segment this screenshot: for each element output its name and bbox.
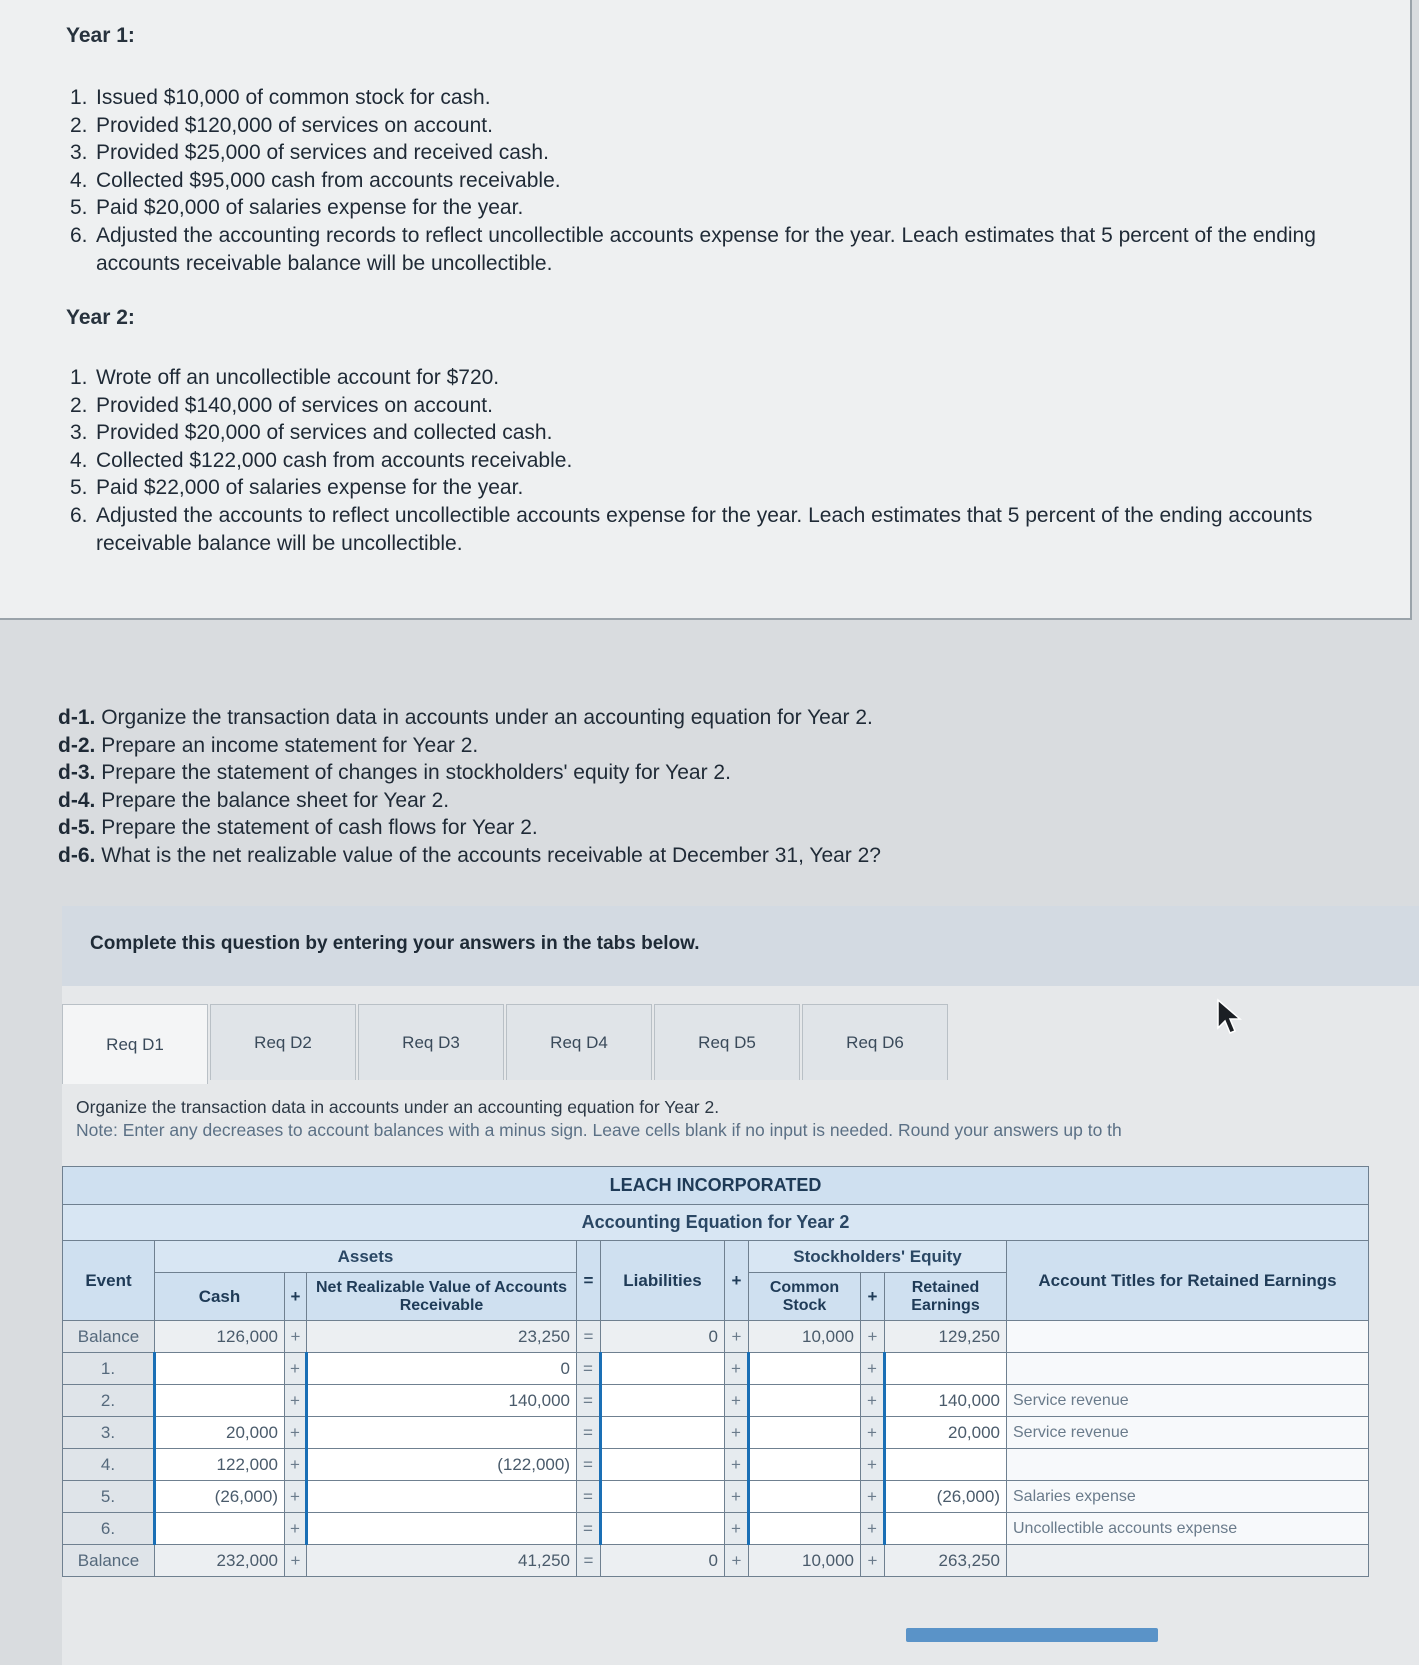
item-number: 5. — [70, 196, 88, 220]
horizontal-scrollbar[interactable] — [906, 1628, 1158, 1642]
retained-earnings-input[interactable] — [885, 1353, 1007, 1385]
item-text: Provided $25,000 of services and received cash. — [96, 141, 549, 165]
year1-heading: Year 1: — [66, 24, 135, 47]
equals-sign: = — [577, 1321, 601, 1353]
equals-sign: = — [577, 1481, 601, 1513]
account-title-select[interactable]: Service revenue — [1007, 1385, 1369, 1417]
equals-sign: = — [577, 1241, 601, 1321]
nrv-input[interactable]: 140,000 — [307, 1385, 577, 1417]
year2-item — [70, 392, 1350, 420]
common-stock-input[interactable] — [749, 1417, 861, 1449]
plus-sign: + — [861, 1273, 885, 1321]
tab-req-d1[interactable]: Req D1 — [62, 1004, 208, 1084]
account-title-select[interactable] — [1007, 1353, 1369, 1385]
cash-input[interactable]: (26,000) — [155, 1481, 285, 1513]
common-stock-input[interactable] — [749, 1353, 861, 1385]
requirement-item — [58, 759, 881, 787]
liabilities-cell: 0 — [601, 1321, 725, 1353]
year1-item — [70, 167, 1350, 195]
requirement-id: d-2. — [58, 733, 96, 757]
retained-earnings-input[interactable] — [885, 1449, 1007, 1481]
requirement-id: d-5. — [58, 816, 96, 840]
requirement-text: Prepare the statement of cash flows for Year 2. — [101, 816, 538, 840]
requirement-item — [58, 732, 881, 760]
event-cell: 6. — [63, 1513, 155, 1545]
nrv-input[interactable] — [307, 1417, 577, 1449]
table-row — [63, 1513, 1369, 1545]
item-text: Paid $22,000 of salaries expense for the year. — [96, 476, 524, 500]
plus-sign: + — [725, 1449, 749, 1481]
liabilities-header: Liabilities — [601, 1241, 725, 1321]
titles-header: Account Titles for Retained Earnings — [1007, 1241, 1369, 1321]
plus-sign: + — [285, 1449, 307, 1481]
liabilities-input[interactable] — [601, 1353, 725, 1385]
requirements-list — [58, 704, 881, 870]
liabilities-input[interactable] — [601, 1513, 725, 1545]
cash-input[interactable] — [155, 1513, 285, 1545]
item-number: 3. — [70, 141, 88, 165]
item-number: 6. — [70, 503, 88, 527]
item-number: 2. — [70, 393, 88, 417]
requirement-id: d-6. — [58, 843, 96, 867]
plus-sign: + — [725, 1321, 749, 1353]
requirement-text: Organize the transaction data in accounts under an accounting equation for Year 2. — [101, 706, 873, 729]
year2-item — [70, 447, 1350, 475]
requirement-id: d-4. — [58, 788, 96, 812]
common-stock-input[interactable] — [749, 1513, 861, 1545]
plus-sign: + — [861, 1449, 885, 1481]
event-cell: Balance — [63, 1321, 155, 1353]
cash-input[interactable]: 122,000 — [155, 1449, 285, 1481]
event-cell: Balance — [63, 1545, 155, 1577]
account-title-select[interactable]: Service revenue — [1007, 1417, 1369, 1449]
liabilities-cell: 0 — [601, 1545, 725, 1577]
problem-box — [0, 0, 1412, 620]
plus-sign: + — [285, 1353, 307, 1385]
item-number: 2. — [70, 113, 88, 137]
retained-earnings-input[interactable]: (26,000) — [885, 1481, 1007, 1513]
item-text: Provided $120,000 of services on account. — [96, 113, 493, 137]
account-title-cell — [1007, 1545, 1369, 1577]
item-number: 5. — [70, 476, 88, 500]
event-cell: 1. — [63, 1353, 155, 1385]
retained-earnings-header: Retained Earnings — [885, 1273, 1007, 1321]
tab-req-d4[interactable]: Req D4 — [506, 1004, 652, 1080]
plus-sign: + — [861, 1385, 885, 1417]
year2-item — [70, 474, 1350, 502]
liabilities-input[interactable] — [601, 1449, 725, 1481]
requirement-text: Prepare the statement of changes in stockholders' equity for Year 2. — [101, 761, 731, 785]
plus-sign: + — [725, 1385, 749, 1417]
requirement-item — [58, 842, 881, 870]
item-number: 1. — [70, 366, 88, 389]
item-text: Collected $122,000 cash from accounts receivable. — [96, 448, 573, 472]
item-number: 3. — [70, 421, 88, 445]
nrv-cell: 23,250 — [307, 1321, 577, 1353]
requirement-text: Prepare the balance sheet for Year 2. — [101, 788, 450, 812]
retained-earnings-input[interactable] — [885, 1513, 1007, 1545]
plus-sign: + — [861, 1481, 885, 1513]
instructions — [76, 1096, 1416, 1142]
plus-sign: + — [725, 1481, 749, 1513]
year2-item — [70, 502, 1350, 557]
account-title-select[interactable]: Uncollectible accounts expense — [1007, 1513, 1369, 1545]
cash-input[interactable]: 20,000 — [155, 1417, 285, 1449]
table-row — [63, 1481, 1369, 1513]
plus-sign: + — [725, 1353, 749, 1385]
plus-sign: + — [725, 1513, 749, 1545]
event-header: Event — [63, 1241, 155, 1321]
year1-item — [70, 194, 1350, 222]
plus-sign: + — [861, 1513, 885, 1545]
table-row — [63, 1449, 1369, 1481]
equals-sign: = — [577, 1353, 601, 1385]
requirement-text: Prepare an income statement for Year 2. — [101, 733, 479, 757]
nrv-input[interactable]: (122,000) — [307, 1449, 577, 1481]
instruction-note: Note: Enter any decreases to account balances with a minus sign. Leave cells blank if no input is needed. Round your answers up to th — [76, 1120, 1122, 1140]
table-row — [63, 1417, 1369, 1449]
item-number: 6. — [70, 223, 88, 247]
common-stock-input[interactable] — [749, 1385, 861, 1417]
liabilities-input[interactable] — [601, 1417, 725, 1449]
year1-item — [70, 84, 1350, 112]
plus-sign: + — [285, 1417, 307, 1449]
requirement-item — [58, 704, 881, 732]
year2-list — [70, 364, 1350, 557]
event-cell: 5. — [63, 1481, 155, 1513]
plus-sign: + — [861, 1545, 885, 1577]
common-stock-cell: 10,000 — [749, 1321, 861, 1353]
nrv-header: Net Realizable Value of Accounts Receivable — [307, 1273, 577, 1321]
plus-sign: + — [285, 1321, 307, 1353]
requirement-item — [58, 814, 881, 842]
tab-req-d2[interactable]: Req D2 — [210, 1004, 356, 1080]
equals-sign: = — [577, 1385, 601, 1417]
item-text: Adjusted the accounts to reflect uncollectible accounts expense for the year. Leach estimates that 5 percent of the ending accounts receivable balance will be uncollectible. — [96, 503, 1313, 555]
year1-item — [70, 112, 1350, 140]
nrv-input[interactable]: 0 — [307, 1353, 577, 1385]
item-number: 4. — [70, 168, 88, 192]
panel-header — [62, 906, 1419, 986]
retained-earnings-cell: 263,250 — [885, 1545, 1007, 1577]
year1-list — [70, 84, 1350, 277]
item-text: Issued $10,000 of common stock for cash. — [96, 86, 491, 109]
cash-header: Cash — [155, 1273, 285, 1321]
item-number: 4. — [70, 448, 88, 472]
requirement-item — [58, 787, 881, 815]
event-cell: 3. — [63, 1417, 155, 1449]
plus-sign: + — [285, 1385, 307, 1417]
common-stock-input[interactable] — [749, 1481, 861, 1513]
equals-sign: = — [577, 1513, 601, 1545]
item-number: 1. — [70, 86, 88, 109]
equals-sign: = — [577, 1417, 601, 1449]
equals-sign: = — [577, 1545, 601, 1577]
plus-sign: + — [285, 1273, 307, 1321]
item-text: Collected $95,000 cash from accounts receivable. — [96, 168, 561, 192]
plus-sign: + — [725, 1545, 749, 1577]
event-cell: 2. — [63, 1385, 155, 1417]
plus-sign: + — [725, 1241, 749, 1321]
retained-earnings-cell: 129,250 — [885, 1321, 1007, 1353]
equals-sign: = — [577, 1449, 601, 1481]
requirement-id: d-1. — [58, 706, 96, 729]
plus-sign: + — [861, 1417, 885, 1449]
plus-sign: + — [285, 1481, 307, 1513]
tab-bar — [62, 1004, 950, 1084]
year1-item — [70, 222, 1350, 277]
plus-sign: + — [285, 1545, 307, 1577]
table-row — [63, 1385, 1369, 1417]
table-row — [63, 1321, 1369, 1353]
cash-cell: 126,000 — [155, 1321, 285, 1353]
item-text: Provided $20,000 of services and collected cash. — [96, 421, 553, 445]
nrv-input[interactable] — [307, 1481, 577, 1513]
common-stock-header: Common Stock — [749, 1273, 861, 1321]
account-title-cell — [1007, 1321, 1369, 1353]
cash-input[interactable] — [155, 1353, 285, 1385]
retained-earnings-input[interactable]: 140,000 — [885, 1385, 1007, 1417]
plus-sign: + — [861, 1321, 885, 1353]
cash-cell: 232,000 — [155, 1545, 285, 1577]
item-text: Adjusted the accounting records to reflect uncollectible accounts expense for the year. Leach estimates that 5 percent of the ending accounts receivable balance will be uncollectible. — [96, 223, 1316, 275]
year2-item — [70, 419, 1350, 447]
year1-item — [70, 139, 1350, 167]
accounting-equation-table — [62, 1166, 1369, 1577]
panel-heading: Complete this question by entering your answers in the tabs below. — [90, 933, 700, 954]
requirement-text: What is the net realizable value of the accounts receivable at December 31, Year 2? — [101, 843, 881, 867]
company-name: LEACH INCORPORATED — [63, 1167, 1369, 1205]
cash-input[interactable] — [155, 1385, 285, 1417]
plus-sign: + — [725, 1417, 749, 1449]
common-stock-input[interactable] — [749, 1449, 861, 1481]
instruction-text: Organize the transaction data in accounts under an accounting equation for Year 2. — [76, 1097, 720, 1117]
table-subtitle: Accounting Equation for Year 2 — [63, 1205, 1369, 1241]
retained-earnings-input[interactable]: 20,000 — [885, 1417, 1007, 1449]
account-title-select[interactable] — [1007, 1449, 1369, 1481]
assets-header: Assets — [155, 1241, 577, 1273]
account-title-select[interactable]: Salaries expense — [1007, 1481, 1369, 1513]
plus-sign: + — [285, 1513, 307, 1545]
year2-item — [70, 364, 1350, 392]
nrv-input[interactable] — [307, 1513, 577, 1545]
item-text: Wrote off an uncollectible account for $720. — [96, 366, 500, 389]
mouse-pointer-icon — [1216, 998, 1246, 1038]
table-row — [63, 1353, 1369, 1385]
equity-header: Stockholders' Equity — [749, 1241, 1007, 1273]
requirement-id: d-3. — [58, 761, 96, 785]
liabilities-input[interactable] — [601, 1481, 725, 1513]
plus-sign: + — [861, 1353, 885, 1385]
item-text: Provided $140,000 of services on account. — [96, 393, 493, 417]
common-stock-cell: 10,000 — [749, 1545, 861, 1577]
event-cell: 4. — [63, 1449, 155, 1481]
nrv-cell: 41,250 — [307, 1545, 577, 1577]
item-text: Paid $20,000 of salaries expense for the year. — [96, 196, 524, 220]
tab-req-d5[interactable]: Req D5 — [654, 1004, 800, 1080]
tab-req-d6[interactable]: Req D6 — [802, 1004, 948, 1080]
year2-heading: Year 2: — [66, 306, 135, 329]
liabilities-input[interactable] — [601, 1385, 725, 1417]
tab-req-d3[interactable]: Req D3 — [358, 1004, 504, 1080]
table-row — [63, 1545, 1369, 1577]
